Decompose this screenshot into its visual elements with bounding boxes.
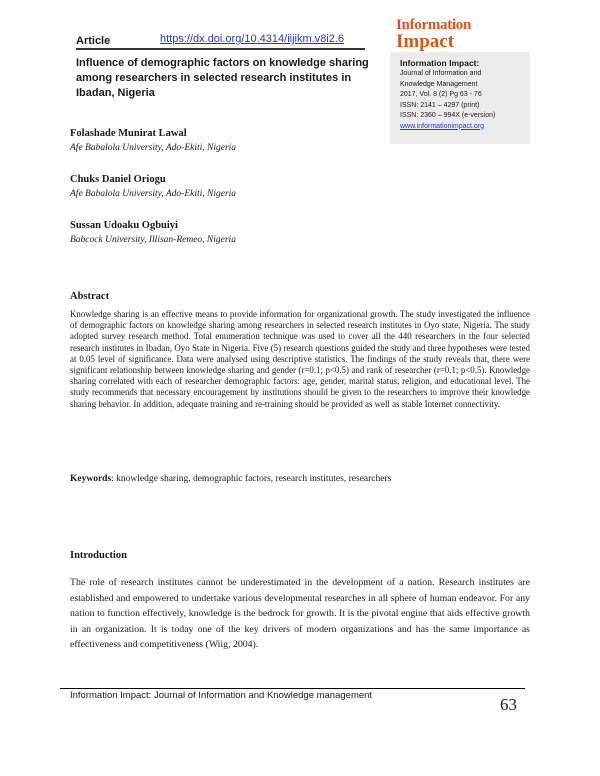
header-rule (76, 48, 365, 50)
author-name: Folashade Munirat Lawal (70, 128, 187, 139)
introduction-heading: Introduction (70, 550, 127, 561)
logo-line1: Information (396, 17, 472, 33)
journal-name: Information Impact: (400, 58, 480, 68)
paper-title: Influence of demographic factors on knowledge sharing among researchers in selected research institutes in Ibadan, Nigeria (76, 57, 369, 99)
keywords-label: Keywords (70, 474, 112, 484)
journal-url[interactable]: www.informationimpact.org (400, 122, 485, 130)
abstract-heading: Abstract (70, 291, 110, 302)
journal-line: Journal of Information and (400, 70, 482, 77)
journal-line: ISSN: 2141 – 4297 (print) (400, 101, 480, 109)
author-name: Sussan Udoaku Ogbuiyi (70, 220, 178, 231)
logo-line2: Impact (396, 31, 455, 52)
keywords-text: : knowledge sharing, demographic factors, research institutes, researchers (111, 474, 392, 484)
author-name: Chuks Daniel Oriogu (70, 174, 166, 185)
journal-logo (396, 18, 496, 52)
doi-link[interactable]: https://dx.doi.org/10.4314/iijikm.v8i2.6 (160, 33, 345, 45)
footer-text: Information Impact: Journal of Information and Knowledge management (70, 690, 373, 701)
journal-line: 2017, Vol. 8 (2) Pg 63 - 76 (400, 91, 482, 98)
article-label: Article (76, 35, 111, 47)
abstract-text: Knowledge sharing is an effective means to provide information for organizational growth. The study investigated the influence of demographic factors on knowledge sharing among researchers in selected research institutes in Oyo state, Nigeria. The study adopted survey research method. Total enumeration technique was used to cover all the 440 researchers in the four selected research institutes in Ibadan, Oyo State in Nigeria. Five (5) research questions guided the study and three hypotheses were tested at 0.05 level of significance. Data were analysed using descriptive statistics. The findings of the study reveals that, there were significant relationship between knowledge sharing and gender (r=0.1; p<0.5) and rank of researcher (r=0.1; p<0.5). Knowledge sharing correlated with each of researcher demographic factors: age, gender, marital status, religion, and educational level. The study recommends that necessary encouragement by institutions should be given to the researchers to improve their knowledge sharing behavior. In addition, adequate training and re-training should be provided as well as stable Internet connectivity. (70, 309, 530, 409)
journal-line: Knowledge Management (400, 80, 478, 88)
journal-line: ISSN: 2360 – 994X (e-version) (400, 112, 496, 119)
page-number: 63 (500, 695, 517, 714)
author-affiliation: Afe Babalola University, Ado-Ekiti, Nigeria (70, 143, 237, 153)
author-affiliation: Babcock University, Illisan-Remeo, Nigeria (70, 235, 236, 245)
keywords (70, 474, 540, 484)
author-affiliation: Afe Babalola University, Ado-Ekiti, Nigeria (70, 189, 237, 199)
introduction-text: The role of research institutes cannot be underestimated in the development of a nation. Research institutes are established and empowered to undertake various developmental researches in all sphere of human endeavor. For any nation to function effectively, knowledge is the bedrock for growth. It is the pivotal engine that aids effective growth in an organization. It is today one of the key drivers of modern organizations and has the same importance as effectiveness and competitiveness (Wiig, 2004). (70, 577, 530, 651)
footer-rule (60, 688, 525, 689)
journal-info-box (390, 52, 530, 144)
